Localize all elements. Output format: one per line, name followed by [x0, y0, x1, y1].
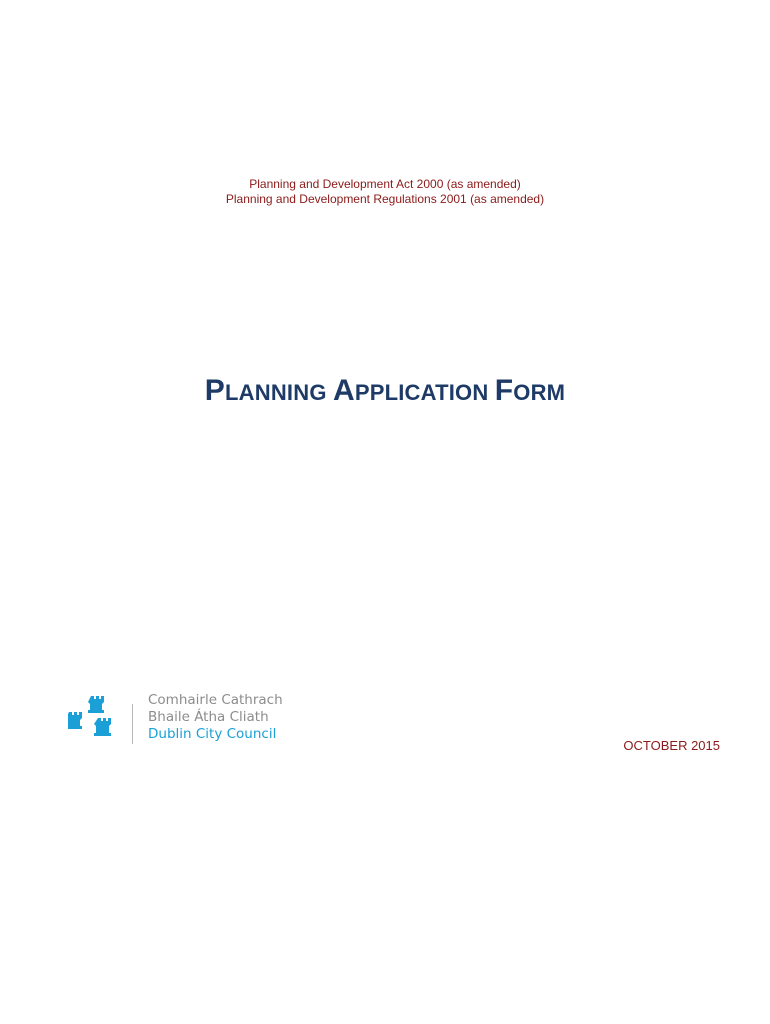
castle-top-icon	[88, 696, 104, 713]
three-castles-icon	[68, 690, 128, 746]
castle-right-icon	[94, 718, 111, 736]
title-word3-rest: ORM	[513, 380, 566, 405]
legislation-act: Planning and Development Act 2000 (as amended)	[249, 177, 521, 191]
publication-date: OCTOBER 2015	[623, 738, 720, 753]
title-word1-initial: P	[204, 374, 226, 407]
logo-divider	[132, 704, 133, 744]
logo-text	[148, 692, 283, 743]
logo-irish-line-2: Bhaile Átha Cliath	[148, 709, 269, 725]
title-word3-initial: F	[494, 374, 514, 407]
title-word1-rest: LANNING	[225, 380, 327, 405]
logo-irish-line-1: Comhairle Cathrach	[148, 692, 283, 708]
legislation-regulations: Planning and Development Regulations 2001 (as amended)	[225, 192, 545, 206]
dublin-city-council-logo	[68, 690, 308, 750]
title-word2-rest: PPLICATION	[354, 380, 489, 405]
title-word2-initial: A	[332, 374, 355, 407]
logo-english-line: Dublin City Council	[148, 726, 277, 742]
form-title	[0, 374, 770, 408]
legislation-header	[0, 177, 770, 207]
castle-left-icon	[68, 712, 82, 729]
